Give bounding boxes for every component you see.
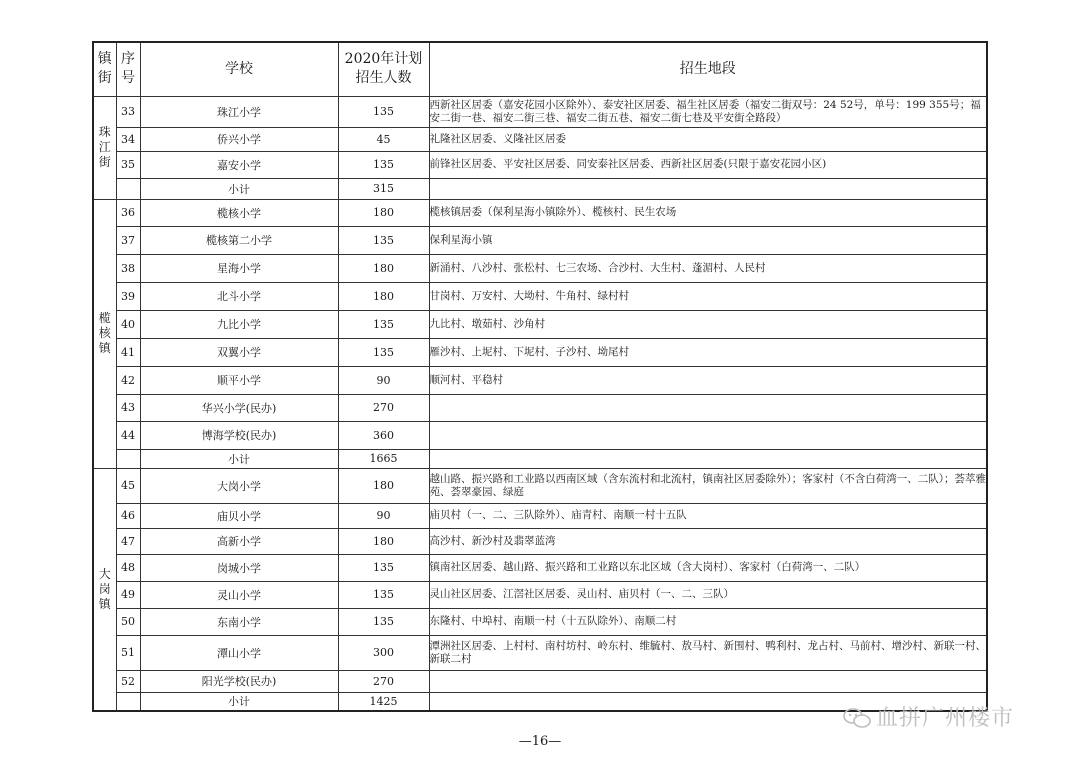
plan-cell: 135 bbox=[338, 96, 429, 127]
area-cell: 前锋社区居委、平安社区居委、同安泰社区居委、西新社区居委(只限于嘉安花园小区) bbox=[429, 151, 987, 178]
plan-cell: 180 bbox=[338, 199, 429, 226]
school-cell: 华兴小学(民办) bbox=[140, 394, 338, 421]
plan-cell: 300 bbox=[338, 635, 429, 670]
school-cell: 侨兴小学 bbox=[140, 127, 338, 151]
seq-cell: 50 bbox=[116, 608, 140, 635]
table-row bbox=[93, 635, 987, 670]
seq-cell: 40 bbox=[116, 310, 140, 338]
table-row bbox=[93, 254, 987, 282]
table-body bbox=[93, 96, 987, 711]
seq-cell: 41 bbox=[116, 338, 140, 366]
area-cell: 九比村、墩茹村、沙角村 bbox=[429, 310, 987, 338]
seq-cell: 36 bbox=[116, 199, 140, 226]
seq-cell: 47 bbox=[116, 528, 140, 554]
table-row bbox=[93, 394, 987, 421]
watermark bbox=[842, 701, 1014, 732]
plan-cell: 45 bbox=[338, 127, 429, 151]
school-cell: 博海学校(民办) bbox=[140, 421, 338, 449]
plan-cell: 270 bbox=[338, 670, 429, 692]
seq-cell: 52 bbox=[116, 670, 140, 692]
school-cell: 双翼小学 bbox=[140, 338, 338, 366]
school-cell: 灵山小学 bbox=[140, 581, 338, 608]
plan-cell: 180 bbox=[338, 528, 429, 554]
town-cell: 大岗镇 bbox=[93, 468, 116, 711]
area-cell: 雁沙村、上坭村、下坭村、子沙村、坳尾村 bbox=[429, 338, 987, 366]
area-cell: 潭洲社区居委、上村村、南村坊村、岭东村、维毓村、敖马村、新围村、鸭利村、龙占村、马前村、增沙村、新联一村、新联二村 bbox=[429, 635, 987, 670]
school-cell: 高新小学 bbox=[140, 528, 338, 554]
seq-cell: 48 bbox=[116, 554, 140, 581]
school-cell: 星海小学 bbox=[140, 254, 338, 282]
empty-cell bbox=[116, 449, 140, 468]
school-cell: 榄核小学 bbox=[140, 199, 338, 226]
seq-cell: 51 bbox=[116, 635, 140, 670]
plan-cell: 135 bbox=[338, 151, 429, 178]
area-cell: 高沙村、新沙村及翡翠蓝湾 bbox=[429, 528, 987, 554]
table-row bbox=[93, 503, 987, 528]
seq-cell: 46 bbox=[116, 503, 140, 528]
area-cell bbox=[429, 394, 987, 421]
plan-cell: 180 bbox=[338, 282, 429, 310]
table-row bbox=[93, 338, 987, 366]
table-row bbox=[93, 310, 987, 338]
school-cell: 嘉安小学 bbox=[140, 151, 338, 178]
empty-cell bbox=[116, 178, 140, 199]
seq-cell: 35 bbox=[116, 151, 140, 178]
school-cell: 顺平小学 bbox=[140, 366, 338, 394]
seq-cell: 42 bbox=[116, 366, 140, 394]
empty-cell bbox=[116, 692, 140, 711]
school-cell: 岗城小学 bbox=[140, 554, 338, 581]
table-row bbox=[93, 528, 987, 554]
plan-cell: 360 bbox=[338, 421, 429, 449]
school-cell: 榄核第二小学 bbox=[140, 226, 338, 254]
seq-cell: 38 bbox=[116, 254, 140, 282]
header-area: 招生地段 bbox=[429, 42, 987, 96]
table-row bbox=[93, 366, 987, 394]
area-cell: 保利星海小镇 bbox=[429, 226, 987, 254]
plan-cell: 135 bbox=[338, 338, 429, 366]
area-cell: 礼隆社区居委、义隆社区居委 bbox=[429, 127, 987, 151]
area-cell: 西新社区居委（嘉安花园小区除外）、泰安社区居委、福生社区居委（福安二街双号：24 52号，单号：199 355号；福安二街一巷、福安二街三巷、福安二街五巷、福安二街七巷及平安街全路段） bbox=[429, 96, 987, 127]
watermark-text: 血拼广州楼市 bbox=[876, 706, 1015, 731]
area-cell: 东隆村、中埠村、南顺一村（十五队除外）、南顺二村 bbox=[429, 608, 987, 635]
plan-cell: 135 bbox=[338, 554, 429, 581]
school-cell: 阳光学校(民办) bbox=[140, 670, 338, 692]
subtotal-label: 小计 bbox=[140, 178, 338, 199]
table-row bbox=[93, 127, 987, 151]
header-town: 镇街 bbox=[93, 42, 116, 96]
subtotal-value: 1665 bbox=[338, 449, 429, 468]
plan-cell: 90 bbox=[338, 366, 429, 394]
plan-cell: 135 bbox=[338, 310, 429, 338]
header-row bbox=[93, 42, 987, 96]
table-row bbox=[93, 151, 987, 178]
plan-cell: 270 bbox=[338, 394, 429, 421]
seq-cell: 33 bbox=[116, 96, 140, 127]
subtotal-row bbox=[93, 449, 987, 468]
school-cell: 东南小学 bbox=[140, 608, 338, 635]
seq-cell: 43 bbox=[116, 394, 140, 421]
area-cell bbox=[429, 421, 987, 449]
area-cell: 甘岗村、万安村、大坳村、牛角村、绿村村 bbox=[429, 282, 987, 310]
header-seq: 序号 bbox=[116, 42, 140, 96]
header-plan: 2020年计划招生人数 bbox=[338, 42, 429, 96]
seq-cell: 34 bbox=[116, 127, 140, 151]
plan-cell: 135 bbox=[338, 581, 429, 608]
school-cell: 庙贝小学 bbox=[140, 503, 338, 528]
town-cell: 珠江街 bbox=[93, 96, 116, 199]
empty-cell bbox=[429, 449, 987, 468]
plan-cell: 180 bbox=[338, 254, 429, 282]
table-row bbox=[93, 96, 987, 127]
subtotal-label: 小计 bbox=[140, 449, 338, 468]
area-cell: 越山路、振兴路和工业路以西南区域（含东流村和北流村，镇南社区居委除外）；客家村（不含白荷湾一、二队）；荟萃雅苑、荟翠豪园、绿庭 bbox=[429, 468, 987, 503]
seq-cell: 37 bbox=[116, 226, 140, 254]
seq-cell: 44 bbox=[116, 421, 140, 449]
table-row bbox=[93, 199, 987, 226]
school-cell: 珠江小学 bbox=[140, 96, 338, 127]
table-row bbox=[93, 581, 987, 608]
subtotal-row bbox=[93, 178, 987, 199]
subtotal-value: 1425 bbox=[338, 692, 429, 711]
area-cell: 新涌村、八沙村、张松村、七三农场、合沙村、大生村、蓬湄村、人民村 bbox=[429, 254, 987, 282]
table-row bbox=[93, 554, 987, 581]
seq-cell: 39 bbox=[116, 282, 140, 310]
table-row bbox=[93, 421, 987, 449]
area-cell bbox=[429, 670, 987, 692]
wechat-icon bbox=[842, 707, 872, 729]
subtotal-label: 小计 bbox=[140, 692, 338, 711]
plan-cell: 180 bbox=[338, 468, 429, 503]
area-cell: 镇南社区居委、越山路、振兴路和工业路以东北区域（含大岗村）、客家村（白荷湾一、二队） bbox=[429, 554, 987, 581]
empty-cell bbox=[429, 178, 987, 199]
area-cell: 榄核镇居委（保利星海小镇除外）、榄核村、民生农场 bbox=[429, 199, 987, 226]
area-cell: 顺河村、平稳村 bbox=[429, 366, 987, 394]
seq-cell: 45 bbox=[116, 468, 140, 503]
table-row bbox=[93, 282, 987, 310]
school-cell: 北斗小学 bbox=[140, 282, 338, 310]
subtotal-value: 315 bbox=[338, 178, 429, 199]
school-cell: 潭山小学 bbox=[140, 635, 338, 670]
table-row bbox=[93, 608, 987, 635]
header-school: 学校 bbox=[140, 42, 338, 96]
seq-cell: 49 bbox=[116, 581, 140, 608]
plan-cell: 90 bbox=[338, 503, 429, 528]
school-cell: 九比小学 bbox=[140, 310, 338, 338]
table-row bbox=[93, 670, 987, 692]
enrollment-table bbox=[92, 41, 988, 712]
area-cell: 灵山社区居委、江滘社区居委、灵山村、庙贝村（一、二、三队） bbox=[429, 581, 987, 608]
table-row bbox=[93, 226, 987, 254]
plan-cell: 135 bbox=[338, 608, 429, 635]
school-cell: 大岗小学 bbox=[140, 468, 338, 503]
area-cell: 庙贝村（一、二、三队除外）、庙青村、南顺一村十五队 bbox=[429, 503, 987, 528]
town-cell: 榄核镇 bbox=[93, 199, 116, 468]
plan-cell: 135 bbox=[338, 226, 429, 254]
table-row bbox=[93, 468, 987, 503]
page-number: —16— bbox=[518, 734, 562, 749]
